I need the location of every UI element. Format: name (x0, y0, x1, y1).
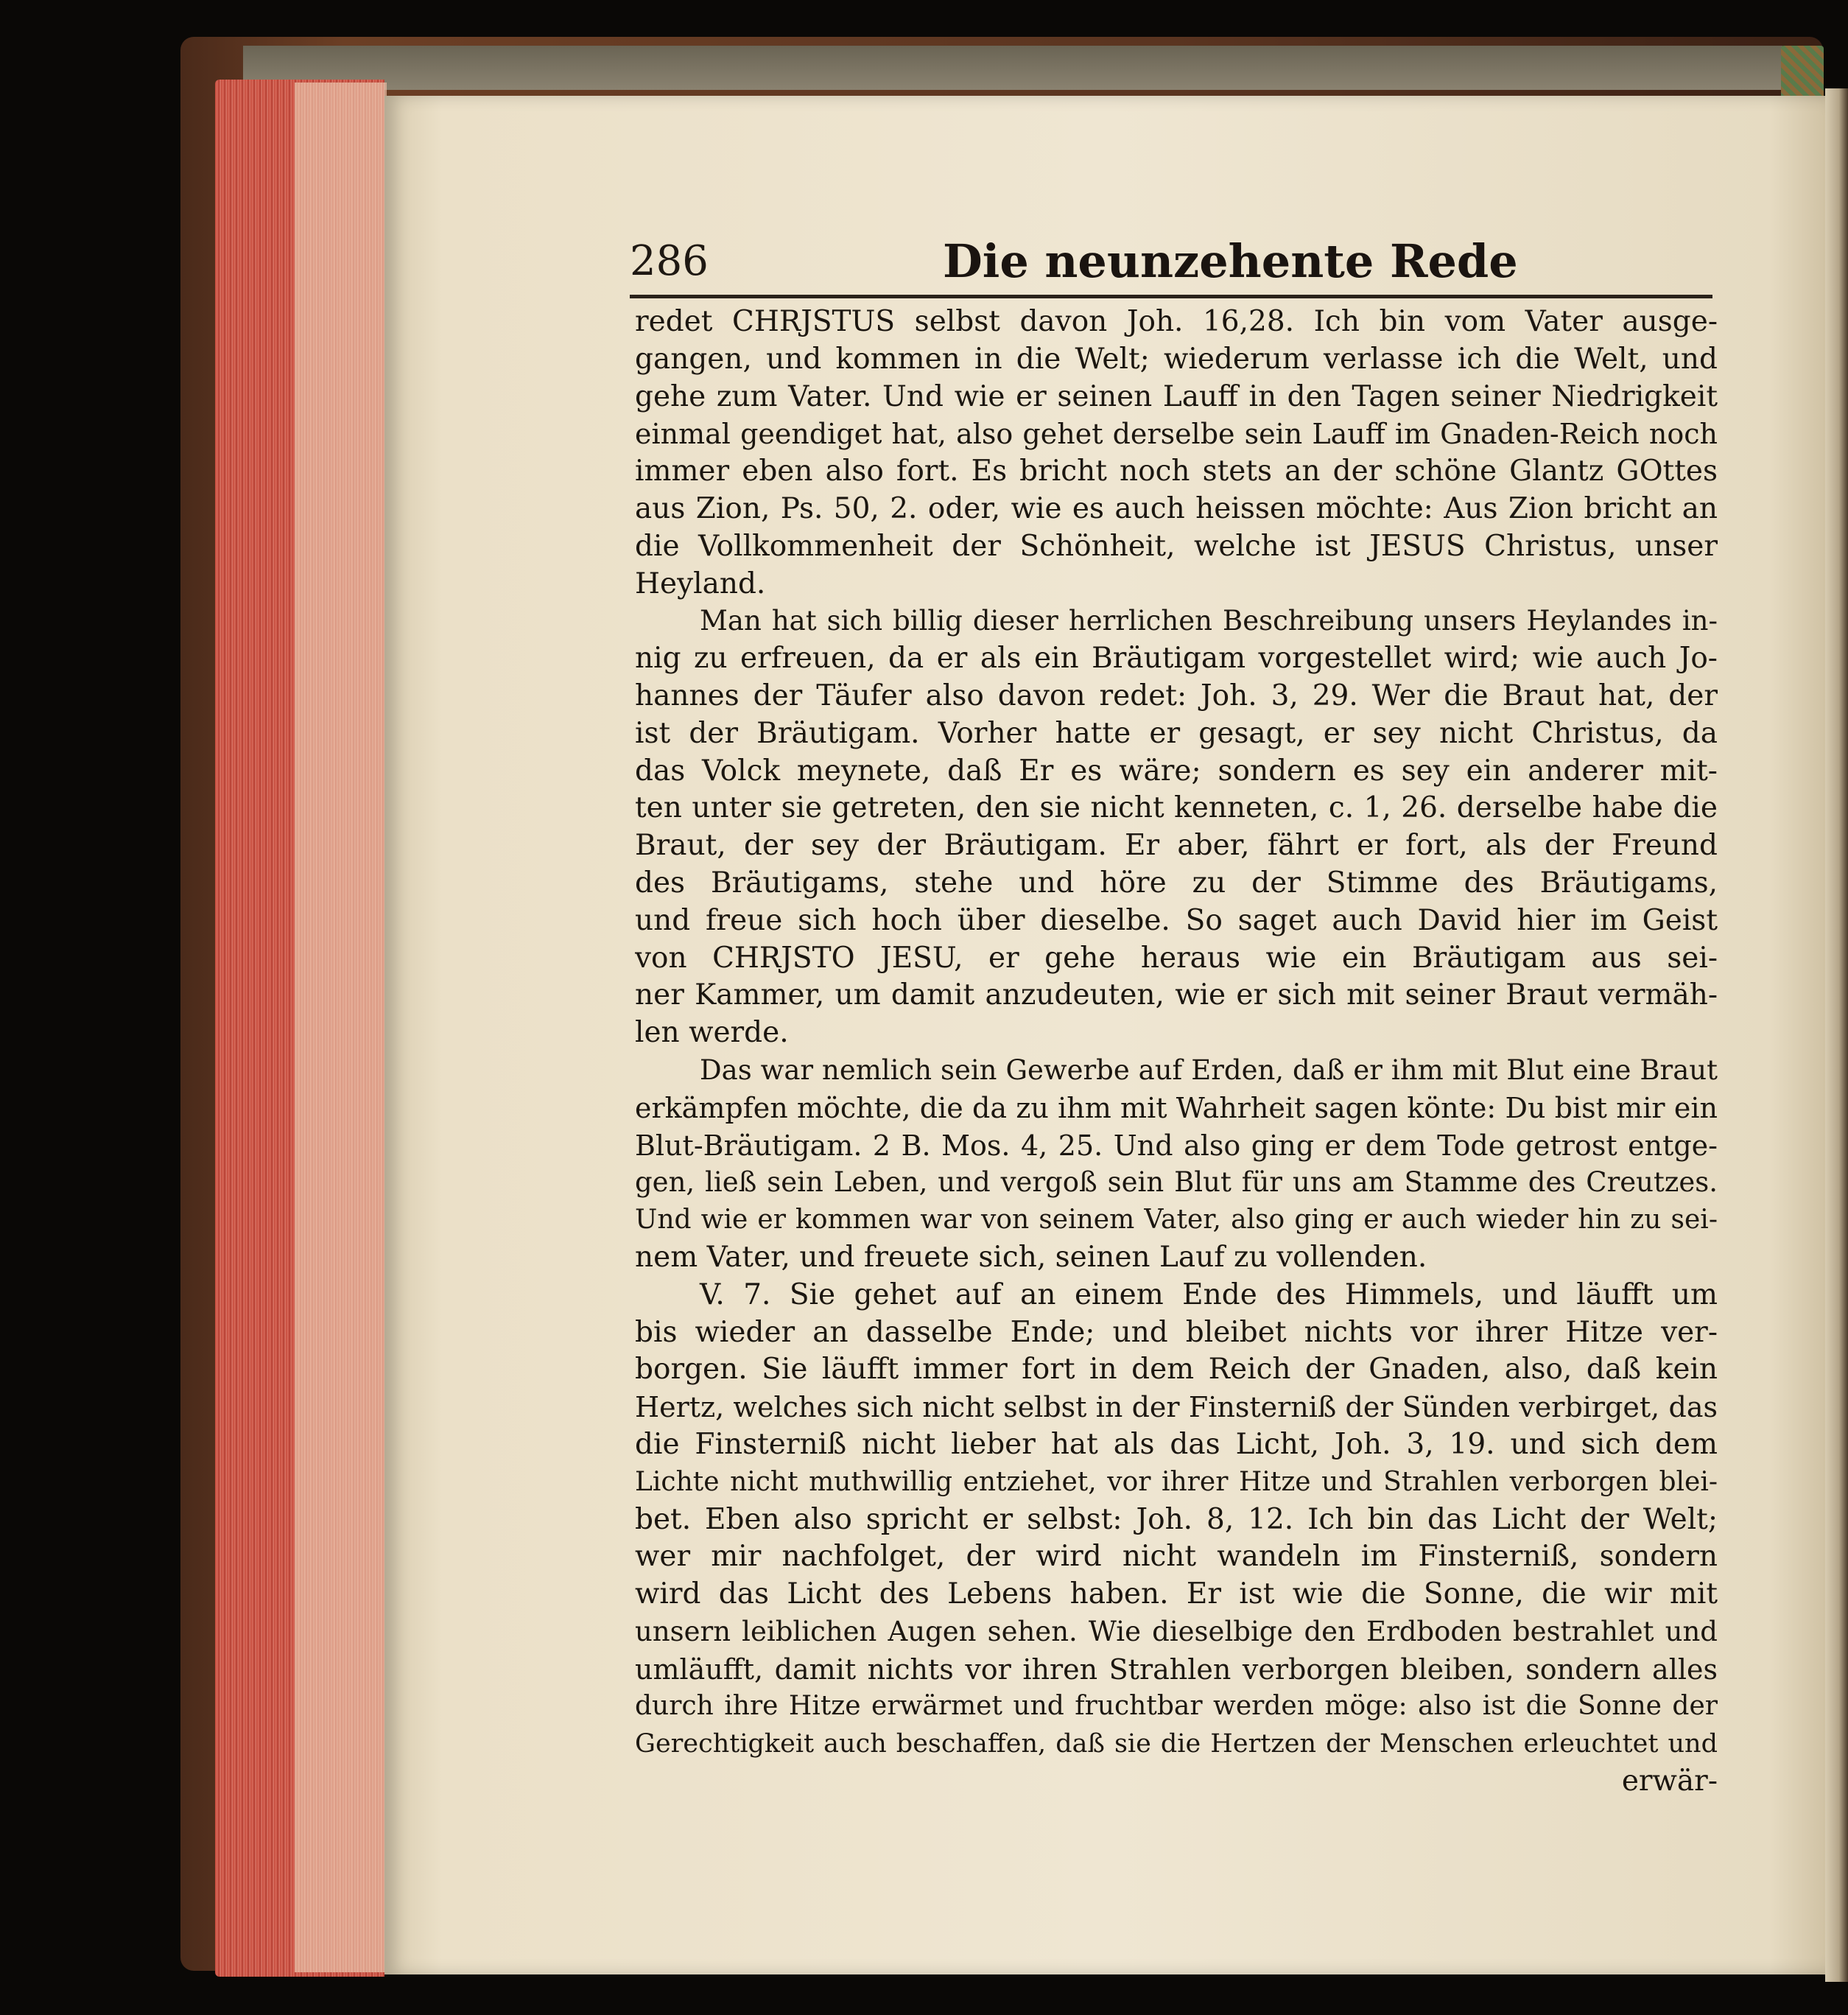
text-line: das Volck meynete, daß Er es wäre; sondern es sey ein anderer mit- (635, 754, 1718, 788)
text-line: unsern leiblichen Augen sehen. Wie dieselbige den Erdboden bestrahlet und (635, 1615, 1718, 1647)
text-line: Blut-Bräutigam. 2 B. Mos. 4, 25. Und also ging er dem Tode getrost entge- (635, 1129, 1718, 1162)
text-line: von CHRJSTO JESU, er gehe heraus wie ein Bräutigam aus sei- (635, 941, 1718, 975)
page-edges-inner (295, 83, 387, 1972)
text-line: Gerechtigkeit auch beschaffen, daß sie die Hertzen der Menschen erleuchtet und (635, 1729, 1718, 1759)
text-line: die Vollkommenheit der Schönheit, welche ist JESUS Christus, unser (635, 529, 1718, 563)
text-line: durch ihre Hitze erwärmet und fruchtbar werden möge: also ist die Sonne der (635, 1691, 1718, 1722)
text-line: ten unter sie getreten, den sie nicht kenneten, c. 1, 26. derselbe habe die (635, 791, 1718, 825)
page-number: 286 (630, 237, 709, 285)
text-line: Braut, der sey der Bräutigam. Er aber, fährt er fort, als der Freund (635, 829, 1718, 863)
text-line: hannes der Täufer also davon redet: Joh. 3, 29. Wer die Braut hat, der (635, 679, 1718, 712)
text-line: Man hat sich billig dieser herrlichen Beschreibung unsers Heylandes in- (700, 605, 1718, 637)
text-line: Und wie er kommen war von seinem Vater, also ging er auch wieder hin zu sei- (635, 1205, 1718, 1236)
text-line: die Finsterniß nicht lieber hat als das Licht, Joh. 3, 19. und sich dem (635, 1427, 1718, 1461)
text-line: borgen. Sie läufft immer fort in dem Reich der Gnaden, also, daß kein (635, 1353, 1718, 1387)
text-line: gangen, und kommen in die Welt; wiederum verlasse ich die Welt, und (635, 342, 1718, 376)
text-line: des Bräutigams, stehe und höre zu der Stimme des Bräutigams, (635, 866, 1718, 900)
text-line: nem Vater, und freuete sich, seinen Lauf zu vollenden. (635, 1240, 1427, 1274)
text-line: len werde. (635, 1016, 789, 1050)
body-text (635, 304, 1718, 1801)
facing-page-edge (1825, 88, 1848, 1982)
text-line: gen, ließ sein Leben, und vergoß sein Blut für uns am Stamme des Creutzes. (635, 1166, 1718, 1199)
running-title: Die neunzehente Rede (943, 234, 1518, 288)
text-line: redet CHRJSTUS selbst davon Joh. 16,28. Ich bin vom Vater ausge- (635, 305, 1718, 338)
page-header (630, 234, 1735, 296)
text-line: Das war nemlich sein Gewerbe auf Erden, daß er ihm mit Blut eine Braut (700, 1054, 1718, 1086)
text-line: und freue sich hoch über dieselbe. So saget auch David hier im Geist (635, 903, 1718, 937)
text-line: ist der Bräutigam. Vorher hatte er gesagt, er sey nicht Christus, da (635, 716, 1718, 750)
text-line: wer mir nachfolget, der wird nicht wandeln im Finsterniß, sondern (635, 1540, 1718, 1574)
text-line: immer eben also fort. Es bricht noch stets an der schöne Glantz GOttes (635, 455, 1718, 488)
text-line: V. 7. Sie gehet auf an einem Ende des Himmels, und läufft um (700, 1278, 1718, 1311)
book-spine-top (243, 46, 1782, 90)
text-line: wird das Licht des Lebens haben. Er ist wie die Sonne, die wir mit (635, 1577, 1718, 1611)
text-line: erkämpfen möchte, die da zu ihm mit Wahrheit sagen könte: Du bist mir ein (635, 1091, 1718, 1124)
text-line: Hertz, welches sich nicht selbst in der Finsterniß der Sünden verbirget, das (635, 1391, 1718, 1424)
text-line: nig zu erfreuen, da er als ein Bräutigam vorgestellet wird; wie auch Jo- (635, 642, 1718, 676)
header-rule (630, 295, 1712, 298)
text-line: einmal geendiget hat, also gehet derselbe sein Lauff im Gnaden-Reich noch (635, 418, 1718, 451)
text-line: Heyland. (635, 567, 766, 600)
text-line: umläufft, damit nichts vor ihren Strahlen verborgen bleiben, sondern alles (635, 1653, 1718, 1686)
text-line: Lichte nicht muthwillig entziehet, vor ihrer Hitze und Strahlen verborgen blei- (635, 1466, 1718, 1497)
text-line: ner Kammer, um damit anzudeuten, wie er sich mit seiner Braut vermäh- (635, 978, 1718, 1012)
text-line: bet. Eben also spricht er selbst: Joh. 8, 12. Ich bin das Licht der Welt; (635, 1502, 1718, 1536)
text-line: bis wieder an dasselbe Ende; und bleibet nichts vor ihrer Hitze ver- (635, 1315, 1718, 1349)
catchword: erwär- (1621, 1765, 1718, 1798)
text-line: aus Zion, Ps. 50, 2. oder, wie es auch heissen möchte: Aus Zion bricht an (635, 491, 1718, 525)
text-line: gehe zum Vater. Und wie er seinen Lauff in den Tagen seiner Niedrigkeit (635, 379, 1718, 413)
